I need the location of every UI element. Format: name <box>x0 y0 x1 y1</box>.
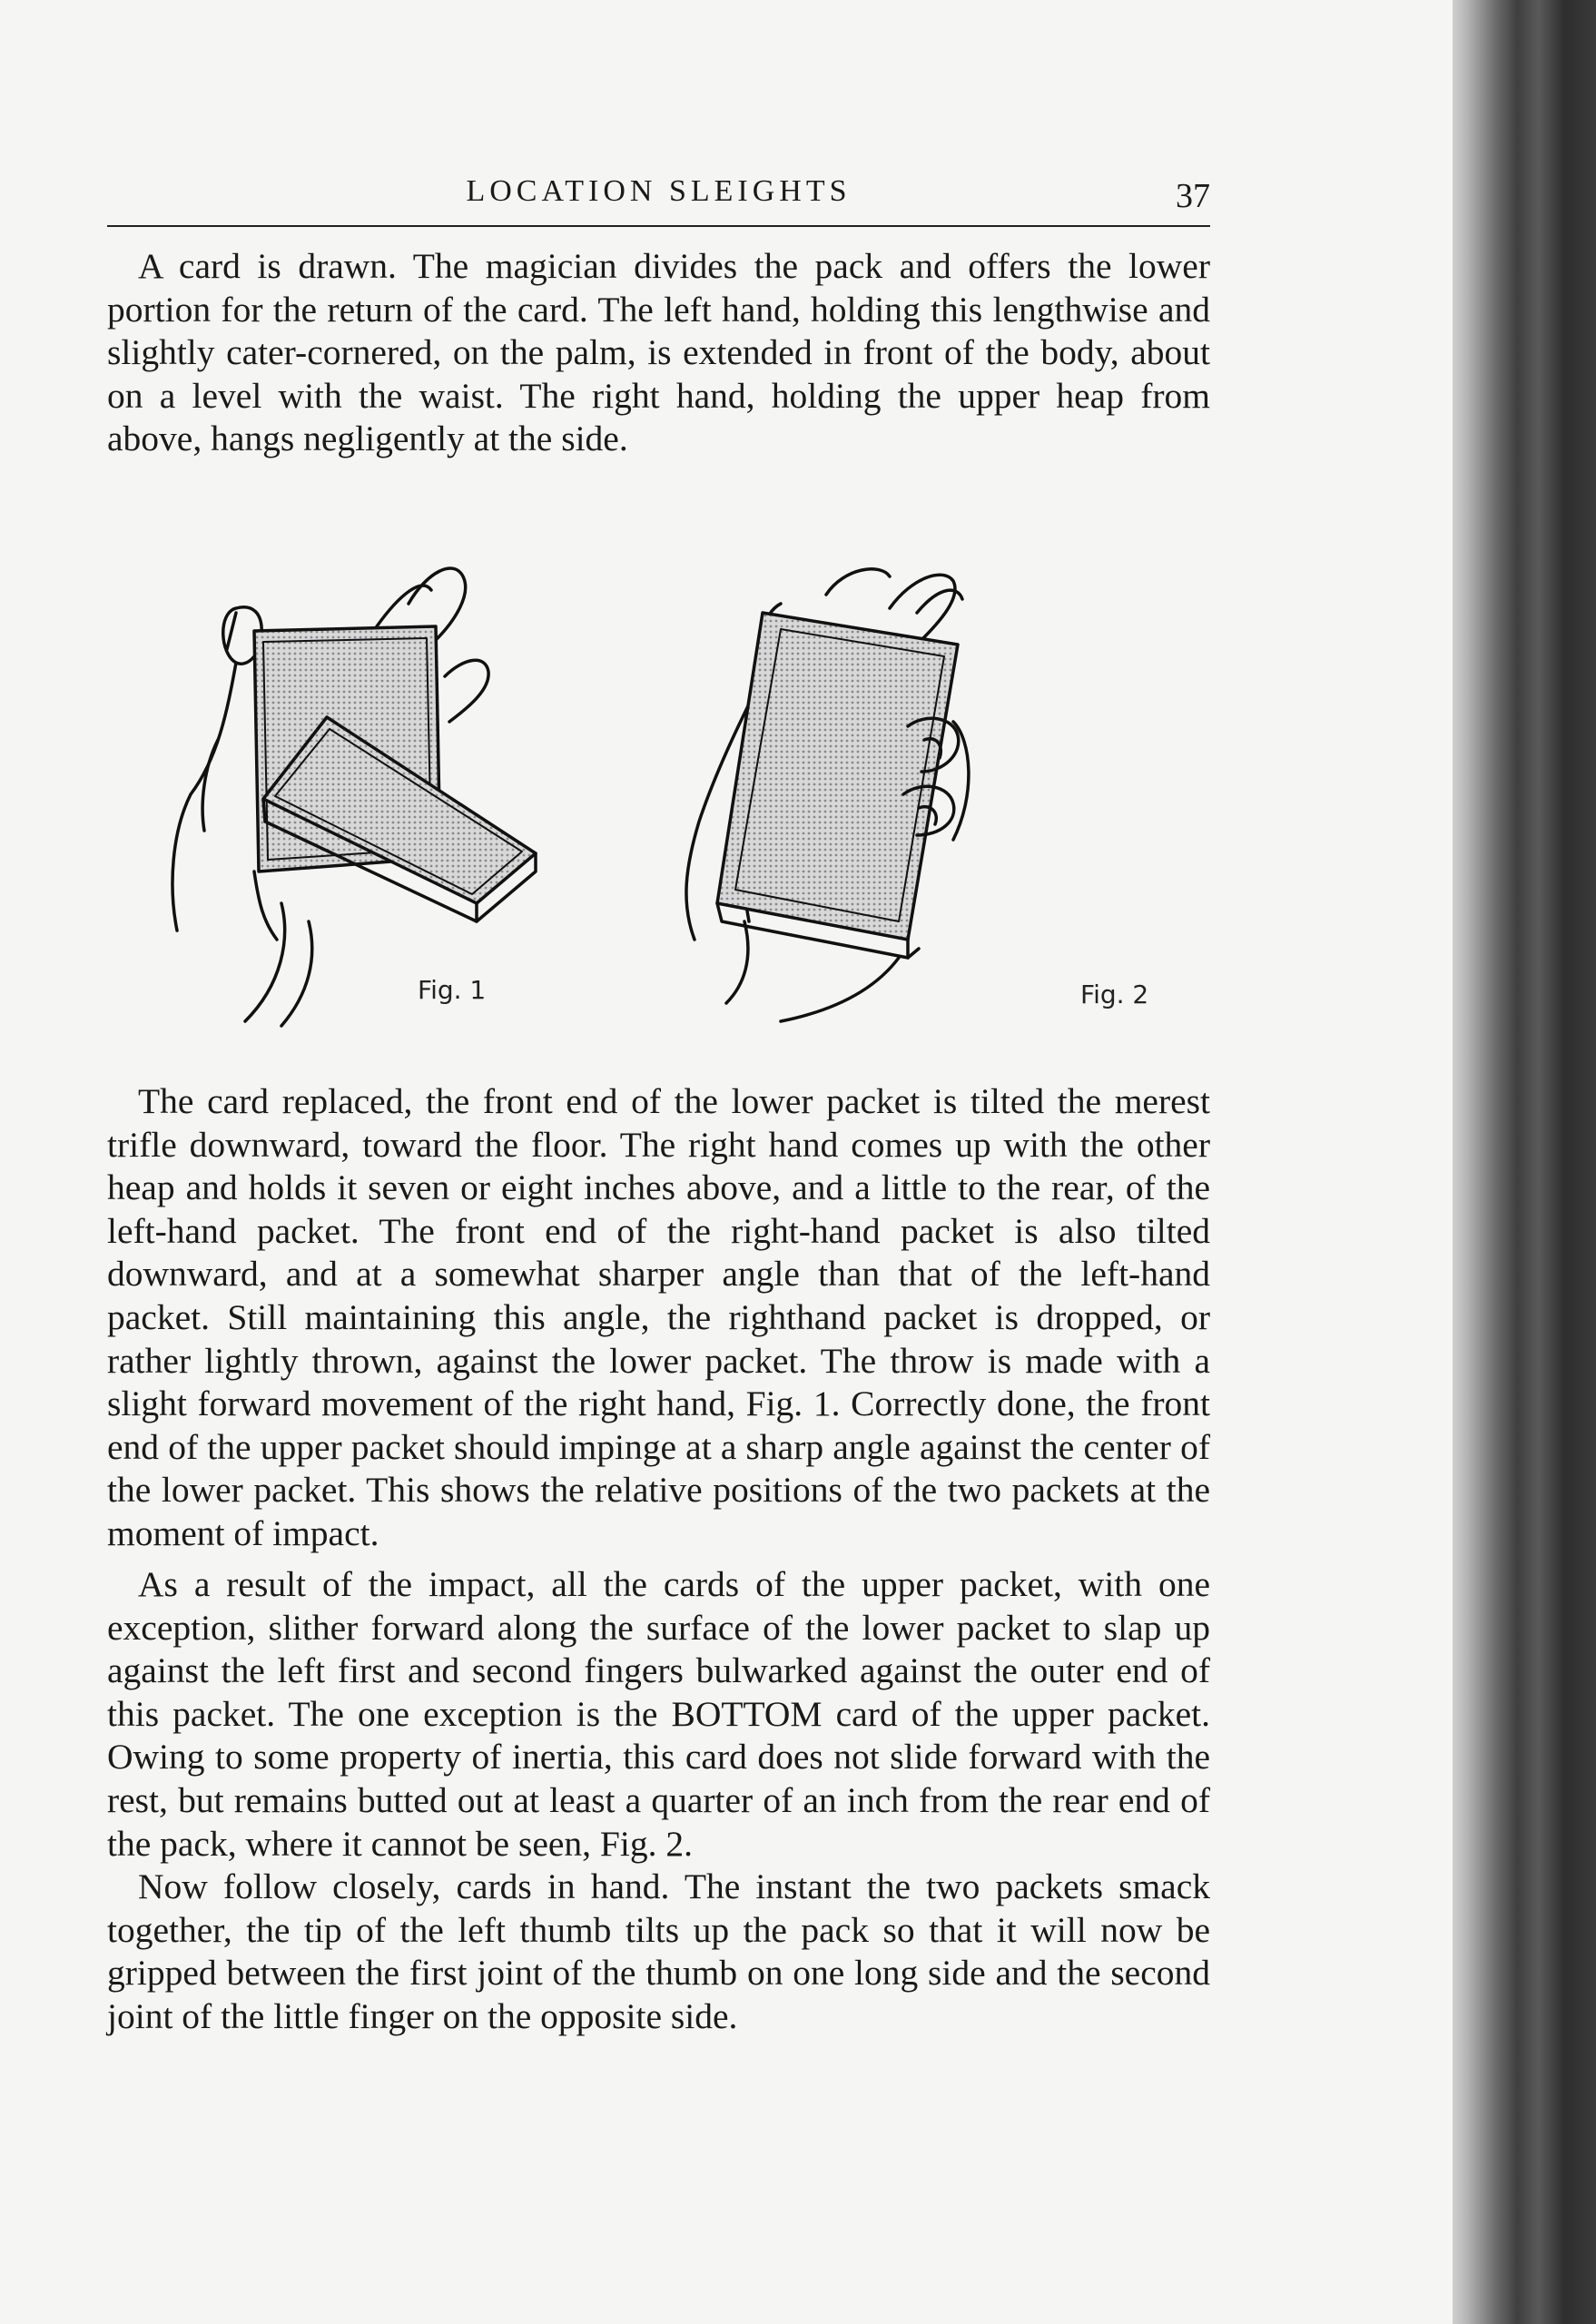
running-head <box>107 171 1210 227</box>
figure-2-label: Fig. 2 <box>1080 980 1149 1009</box>
paragraph-2: The card replaced, the front end of the lower packet is tilted the merest trifle downward, toward the floor. The right hand comes up with the other heap and holds it seven or eight inches above, and a little to the rear, of the left-hand packet. The front end of the right-hand packet is also tilted downward, and at a somewhat sharper angle than that of the left-hand packet. Still maintaining this angle, the righthand packet is dropped, or rather lightly thrown, against the lower packet. The throw is made with a slight forward movement of the right hand, Fig. 1. Correctly done, the front end of the upper packet should impinge at a sharp angle against the center of the lower packet. This shows the relative positions of the two packets at the moment of impact. <box>107 1081 1210 1553</box>
book-spine-edge <box>1453 0 1596 2324</box>
page-number: 37 <box>1176 177 1210 215</box>
hand-drawings-svg <box>172 558 1149 1030</box>
paragraph-4: Now follow closely, cards in hand. The instant the two packets smack together, the tip of the left thumb tilts up the pack so that it will now be gripped between the first joint of the thumb on one long side and the second joint of the little finger on the opposite side. <box>107 1866 1210 2036</box>
figure-illustrations <box>172 558 1149 1030</box>
figure-1-label: Fig. 1 <box>418 975 487 1005</box>
paragraph-3: As a result of the impact, all the cards of the upper packet, with one exception, slither forward along the surface of the lower packet to slap up against the left first and second fingers bulwarked against the outer end of this packet. The one exception is the BOTTOM card of the upper packet. Owing to some property of inertia, this card does not slide forward with the rest, but remains butted out at least a quarter of an inch from the rear end of the pack, where it cannot be seen, Fig. 2. <box>107 1564 1210 1864</box>
chapter-title: LOCATION SLEIGHTS <box>466 174 852 208</box>
figure-2-drawing <box>686 569 969 1021</box>
figure-1-drawing <box>172 568 536 1026</box>
paragraph-1: A card is drawn. The magician divides the pack and offers the lower portion for the return of the card. The left hand, holding this lengthwise and slightly cater-cornered, on the palm, is extended in front of the body, about on a level with the waist. The right hand, holding the upper heap from above, hangs negligently at the side. <box>107 246 1210 459</box>
